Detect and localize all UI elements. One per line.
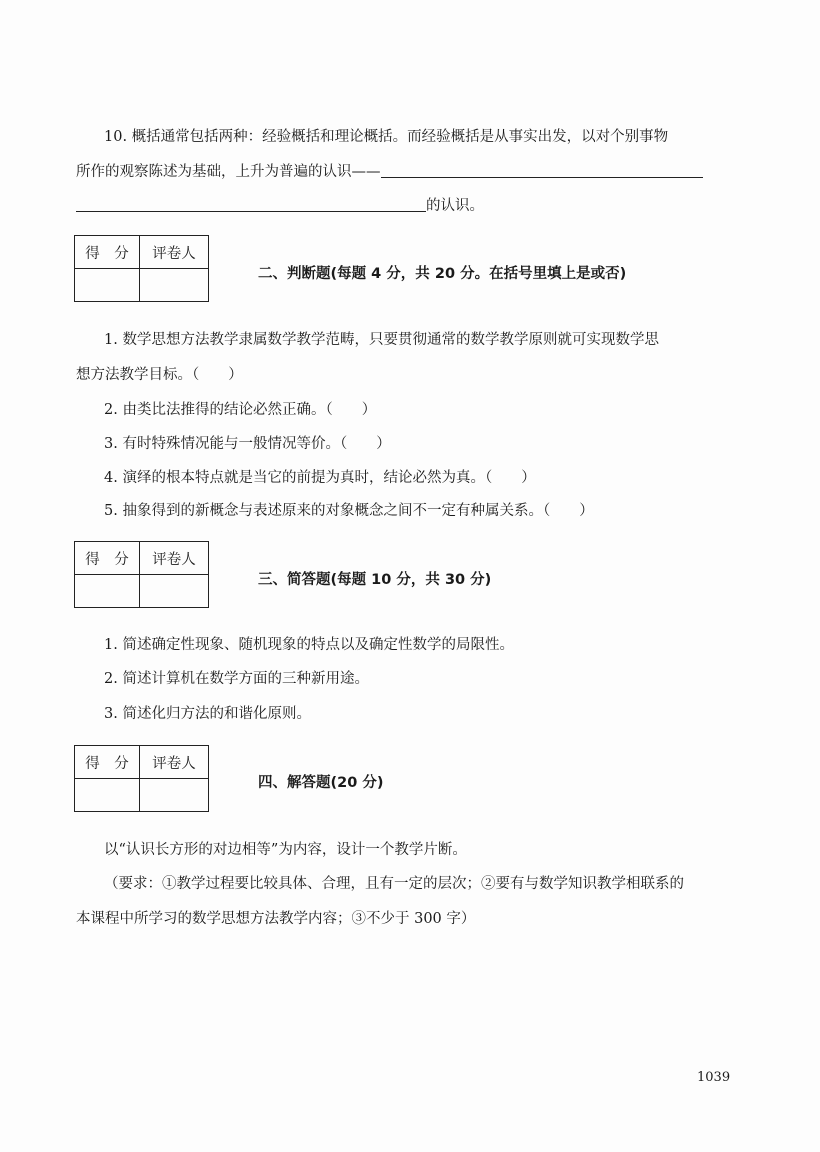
q10-line-2 [76, 160, 703, 181]
grader-cell[interactable] [140, 779, 209, 812]
section-4-title: 四、解答题(20 分) [258, 775, 384, 791]
answer-blank[interactable] [381, 163, 703, 178]
section-2-title: 二、判断题(每题 4 分，共 20 分。在括号里填上是或否) [258, 266, 627, 282]
section-3-item: 3. 简述化归方法的和谐化原则。 [104, 706, 311, 722]
score-cell[interactable] [75, 779, 140, 812]
section-4-line: （要求：①教学过程要比较具体、合理，且有一定的层次；②要有与数学知识教学相联系的 [104, 876, 684, 892]
grader-cell[interactable] [140, 269, 209, 302]
q10-line-3-text: 的认识。 [426, 198, 484, 214]
answer-blank[interactable] [76, 197, 426, 212]
section-2-item: 5. 抽象得到的新概念与表述原来的对象概念之间不一定有种属关系。（ ） [104, 503, 594, 519]
section-2-item: 4. 演绎的根本特点就是当它的前提为真时，结论必然为真。（ ） [104, 470, 536, 486]
page-number: 1039 [697, 1070, 731, 1085]
grader-label: 评卷人 [140, 746, 209, 779]
score-label: 得 分 [75, 236, 140, 269]
grader-cell[interactable] [140, 575, 209, 608]
section-4-line: 本课程中所学习的数学思想方法教学内容；③不少于 300 字） [76, 911, 476, 927]
score-cell[interactable] [75, 575, 140, 608]
score-label: 得 分 [75, 542, 140, 575]
q10-line-2-text: 所作的观察陈述为基础，上升为普遍的认识—— [76, 164, 381, 180]
q10-line-3 [76, 194, 484, 215]
score-box [74, 745, 209, 812]
section-3-title: 三、简答题(每题 10 分，共 30 分) [258, 572, 492, 588]
q10-line-1: 10. 概括通常包括两种：经验概括和理论概括。而经验概括是从事实出发，以对个别事物 [104, 129, 669, 145]
section-2-item: 2. 由类比法推得的结论必然正确。（ ） [104, 402, 377, 418]
section-3-item: 2. 简述计算机在数学方面的三种新用途。 [104, 671, 369, 687]
grader-label: 评卷人 [140, 542, 209, 575]
score-cell[interactable] [75, 269, 140, 302]
score-box [74, 235, 209, 302]
grader-label: 评卷人 [140, 236, 209, 269]
section-4-line: 以“认识长方形的对边相等”为内容，设计一个教学片断。 [104, 842, 467, 858]
score-label: 得 分 [75, 746, 140, 779]
section-2-item: 3. 有时特殊情况能与一般情况等价。（ ） [104, 436, 391, 452]
section-2-item: 1. 数学思想方法教学隶属数学教学范畴，只要贯彻通常的数学教学原则就可实现数学思 [104, 332, 659, 348]
section-2-item: 想方法教学目标。（ ） [76, 367, 243, 383]
score-box [74, 541, 209, 608]
section-3-item: 1. 简述确定性现象、随机现象的特点以及确定性数学的局限性。 [104, 637, 514, 653]
